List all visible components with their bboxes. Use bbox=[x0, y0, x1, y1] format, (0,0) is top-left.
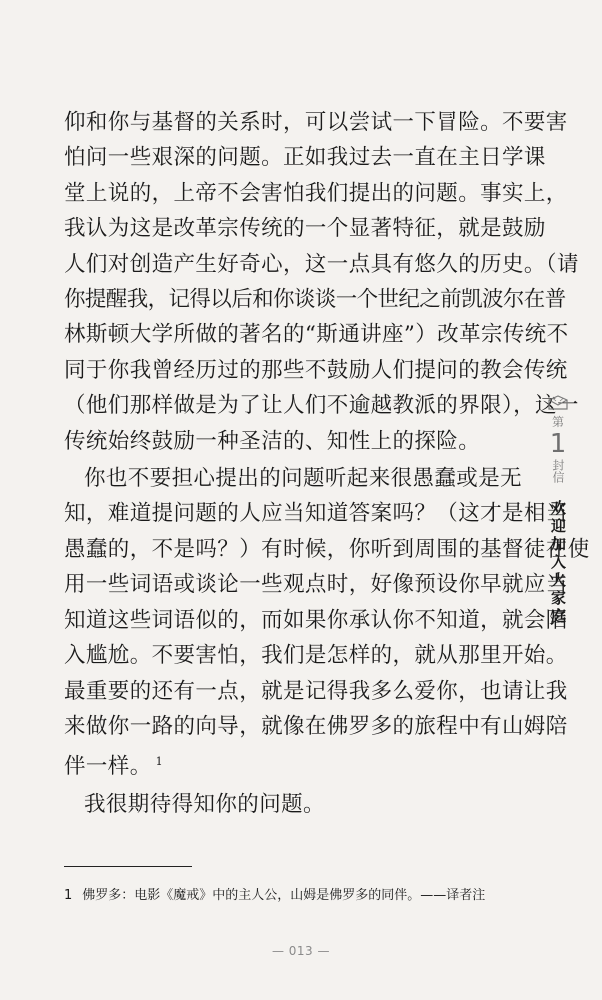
text-line: 知道这些词语似的，而如果你承认你不知道，就会陷 bbox=[64, 607, 568, 633]
text-line-content: 伴一样。 bbox=[64, 754, 152, 780]
text-line: 我认为这是改革宗传统的一个显著特征，就是鼓励 bbox=[64, 216, 546, 242]
paragraph-3 bbox=[64, 787, 504, 822]
text-line: 仰和你与基督的关系时，可以尝试一下冒险。不要害 bbox=[64, 110, 568, 135]
chapter-suffix: 封信 bbox=[551, 459, 565, 483]
text-line: 最重要的还有一点，就是记得我多么爱你，也请让我 bbox=[64, 678, 568, 704]
text-line: （他们那样做是为了让人们不逾越教派的界限），这一 bbox=[64, 393, 579, 419]
text-line: 你也不要担心提出的问题听起来很愚蠢或是无 bbox=[84, 466, 523, 492]
text-line: 堂上说的，上帝不会害怕我们提出的问题。事实上， bbox=[64, 180, 568, 206]
chapter-number: 1 bbox=[549, 429, 567, 459]
text-line: 你提醒我，记得以后和你谈谈一个世纪之前凯波尔在普 bbox=[64, 287, 566, 313]
footnote-number: 1 bbox=[64, 888, 73, 903]
chapter-title: 欢迎加入大家庭 bbox=[549, 500, 567, 626]
page-number: — 013 — bbox=[271, 944, 331, 958]
text-line: 同于你我曾经历过的那些不鼓励人们提问的教会传统 bbox=[64, 357, 568, 383]
text-line: 人们对创造产生好奇心，这一点具有悠久的历史。（请 bbox=[64, 251, 579, 277]
paragraph-1 bbox=[64, 105, 579, 459]
text-line: 怕问一些艰深的问题。正如我过去一直在主日学课 bbox=[64, 145, 546, 171]
chapter-marker bbox=[538, 395, 578, 483]
text-line bbox=[64, 744, 504, 785]
text-line: 林斯顿大学所做的著名的“斯通讲座”）改革宗传统不 bbox=[64, 322, 569, 348]
text-line: 知，难道提问题的人应当知道答案吗？（这才是相当 bbox=[64, 501, 568, 527]
text-line: 我很期待得知你的问题。 bbox=[84, 791, 325, 817]
text-line: 传统始终鼓励一种圣洁的、知性上的探险。 bbox=[64, 428, 481, 454]
footnote-reference[interactable]: 1 bbox=[155, 755, 164, 769]
text-line: 愚蠢的，不是吗？）有时候，你听到周围的基督徒在使 bbox=[64, 536, 590, 562]
footnote-text: 佛罗多：电影《魔戒》中的主人公，山姆是佛罗多的同伴。——译者注 bbox=[82, 888, 486, 903]
footnote-divider bbox=[64, 866, 192, 867]
text-line: 入尴尬。不要害怕，我们是怎样的，就从那里开始。 bbox=[64, 643, 568, 669]
envelope-icon bbox=[547, 395, 569, 411]
footnote bbox=[64, 886, 524, 906]
text-line: 来做你一路的向导，就像在佛罗多的旅程中有山姆陪 bbox=[64, 713, 568, 739]
text-line: 用一些词语或谈论一些观点时，好像预设你早就应当 bbox=[64, 572, 568, 598]
chapter-prefix: 第 bbox=[551, 415, 564, 429]
